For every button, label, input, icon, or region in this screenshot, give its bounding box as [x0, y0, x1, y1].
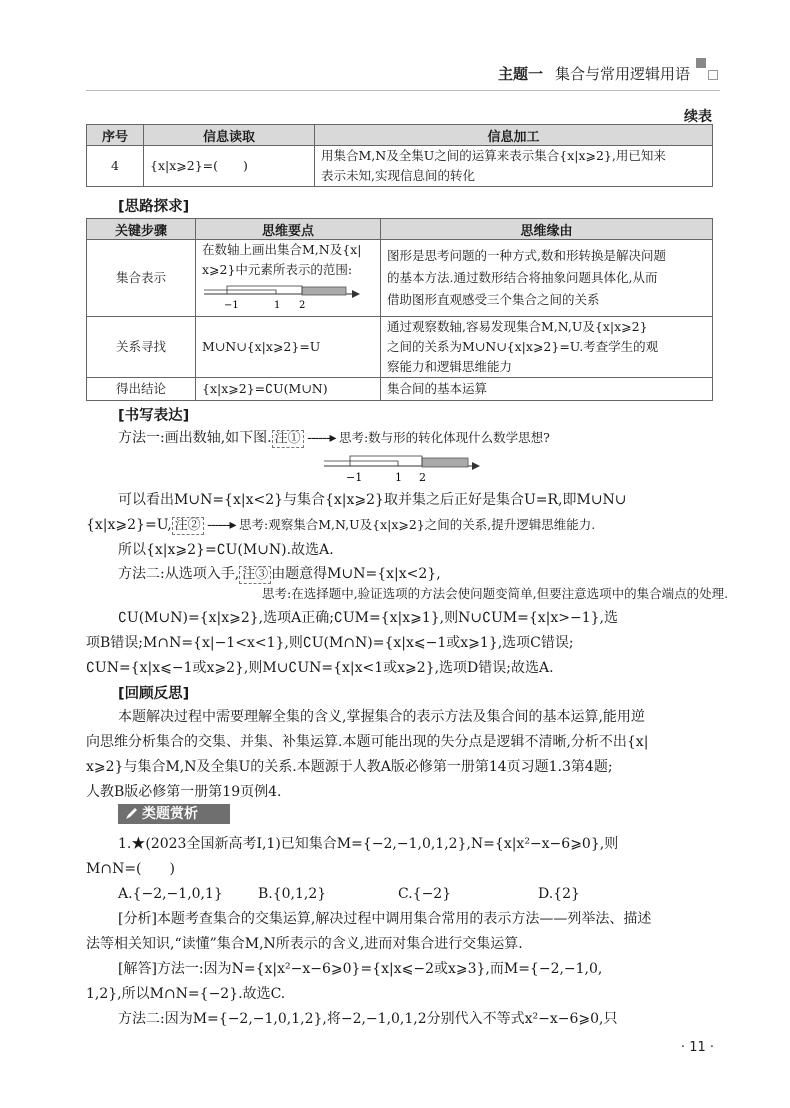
option-b: B.{0,1,2} — [258, 886, 327, 902]
cell-line: x⩾2}中元素所表示的范围: — [202, 262, 353, 277]
method2-line — [118, 564, 441, 584]
analysis-line-1: [分析]本题考查集合的交集运算,解决过程中调用集合常用的表示方法——列举法、描述 — [118, 911, 652, 927]
table-row — [87, 146, 713, 187]
text-span: {x|x⩾2}=U, — [86, 517, 172, 533]
pen-icon — [124, 807, 138, 821]
reason-cell — [381, 317, 713, 378]
note-text: 思考:数与形的转化体现什么数学思想? — [338, 430, 550, 445]
answer-line-3: 方法二:因为M={−2,−1,0,1,2},将−2,−1,0,1,2分别代入不等式x²−x−6⩾0,只 — [118, 1011, 618, 1027]
tick-label: 2 — [419, 471, 426, 484]
running-header — [498, 63, 690, 84]
cell-line: 借助图形直观感受三个集合之间的关系 — [387, 292, 600, 307]
writing-line-4: 所以{x|x⩾2}=∁U(M∪N).故选A. — [118, 542, 334, 558]
continued-label: 续表 — [684, 109, 712, 125]
table-header: 信息加工 — [315, 125, 713, 146]
set-m-bracket — [204, 290, 276, 294]
option-d: D.{2} — [538, 886, 580, 902]
banner-label: 类题赏析 — [142, 806, 198, 822]
writing-line-3: {x|x⩾2}=U, 注② ------▸ 思考:观察集合M,N,U及{x|x⩾2}之间的关系,提升逻辑思维能力. — [86, 517, 596, 533]
tick-label: −1 — [224, 300, 239, 310]
shaded-region — [302, 287, 346, 295]
number-line-diagram-2 — [322, 450, 482, 484]
tick-label: −1 — [346, 471, 363, 484]
review-line-3: x⩾2}与集合M,N及全集U的关系.本题源于人教A版必修第一册第14页习题1.3第4题; — [86, 759, 613, 775]
note-marker: 注③ — [239, 566, 271, 584]
point-cell — [196, 240, 381, 317]
header-topic: 主题一 — [497, 65, 543, 83]
table-header: 关键步骤 — [87, 219, 196, 240]
note-marker: 注① — [272, 430, 304, 448]
review-line-4: 人教B版必修第一册第19页例4. — [86, 784, 282, 800]
row-number: 4 — [87, 146, 144, 187]
thinking-table — [86, 218, 713, 401]
table-header: 思维缘由 — [381, 219, 713, 240]
page-number: · 11 · — [680, 1040, 714, 1055]
text-span: 方法一:画出数轴,如下图. — [118, 430, 272, 446]
section-writing: [书写表达] — [118, 408, 190, 424]
page-number-value: 11 — [689, 1040, 706, 1055]
method1-line: 方法一:画出数轴,如下图. 注① ------▸ 思考:数与形的转化体现什么数学思想? — [118, 430, 550, 446]
note-text: 思考:观察集合M,N,U及{x|x⩾2}之间的关系,提升逻辑思维能力. — [238, 517, 596, 532]
writing-line-6: ∁U(M∪N)={x|x⩾2},选项A正确;∁UM={x|x⩾1},则N∪∁UM={x|x>−1},选 — [118, 610, 618, 626]
table-header: 信息读取 — [144, 125, 315, 146]
table-header: 序号 — [87, 125, 144, 146]
table-header: 思维要点 — [196, 219, 381, 240]
set-m-bracket — [324, 461, 398, 466]
section-similar-banner — [118, 804, 230, 824]
table-row — [87, 240, 713, 317]
analysis-line-2: 法等相关知识,“读懂”集合M,N所表示的含义,进而对集合进行交集运算. — [86, 936, 523, 952]
cell-line: 图形是思考问题的一种方式,数和形转换是解决问题 — [387, 248, 666, 263]
info-process-cell — [315, 146, 713, 187]
cell-line: 用集合M,N及全集U之间的运算来表示集合{x|x⩾2},用已知来 — [321, 148, 666, 163]
reason-cell: 集合间的基本运算 — [381, 378, 713, 401]
option-a: A.{−2,−1,0,1} — [118, 886, 223, 902]
axis-arrow — [352, 290, 360, 298]
answer-line-1: [解答]方法一:因为N={x|x²−x−6⩾0}={x|x⩽−2或x⩾3},而M={−2,−1,0, — [118, 961, 603, 977]
text-span: 由题意得M∪N={x|x<2}, — [271, 566, 441, 582]
header-title: 集合与常用逻辑用语 — [554, 65, 690, 83]
table-row — [87, 378, 713, 401]
point-cell: {x|x⩾2}=∁U(M∪N) — [196, 378, 381, 401]
writing-line-2: 可以看出M∪N={x|x<2}与集合{x|x⩾2}取并集之后正好是集合U=R,即M∪N∪ — [118, 492, 627, 508]
writing-line-7: 项B错误;M∩N={x|−1<x<1},则∁U(M∩N)={x|x⩽−1或x⩾1},选项C错误; — [86, 635, 574, 651]
header-rule — [86, 90, 720, 91]
cell-line: 之间的关系为M∪N∪{x|x⩾2}=U.考查学生的观 — [387, 339, 659, 354]
table-row — [87, 317, 713, 378]
info-table — [86, 124, 713, 187]
problem-line-2: M∩N=( ) — [86, 861, 175, 877]
section-thinking: [思路探求] — [118, 199, 190, 215]
writing-line-8: ∁UN={x|x⩽−1或x⩾2},则M∪∁UN={x|x<1或x⩾2},选项D错误;故选A. — [86, 660, 554, 676]
review-line-1: 本题解决过程中需要理解全集的含义,掌握集合的表示方法及集合间的基本运算,能用逆 — [118, 709, 645, 725]
problem-line-1: 1.★(2023全国新高考Ⅰ,1)已知集合M={−2,−1,0,1,2},N={x|x²−x−6⩾0},则 — [118, 836, 619, 852]
tick-label: 2 — [299, 300, 306, 310]
number-line-diagram — [202, 280, 362, 310]
section-review: [回顾反思] — [118, 686, 190, 702]
tick-label: 1 — [395, 471, 402, 484]
option-c: C.{−2} — [398, 886, 452, 902]
cell-line: 通过观察数轴,容易发现集合M,N,U及{x|x⩾2} — [387, 319, 648, 334]
cell-line: 表示未知,实现信息间的转化 — [321, 168, 475, 183]
text-span: 方法二:从选项入手, — [118, 566, 240, 582]
shaded-region — [422, 458, 468, 467]
reason-cell — [381, 240, 713, 317]
note3-text: 思考:在选择题中,验证选项的方法会使问题变简单,但要注意选项中的集合端点的处理. — [262, 586, 729, 601]
cell-line: 察能力和逻辑思维能力 — [387, 359, 513, 374]
review-line-2: 向思维分析集合的交集、并集、补集运算.本题可能出现的失分点是逻辑不清晰,分析不出{x| — [86, 734, 649, 750]
note-marker: 注② — [172, 517, 204, 535]
step-cell: 集合表示 — [87, 240, 196, 317]
header-decoration-icon — [696, 58, 720, 82]
step-cell: 关系寻找 — [87, 317, 196, 378]
tick-label: 1 — [274, 300, 281, 310]
answer-line-2: 1,2},所以M∩N={−2}.故选C. — [86, 986, 286, 1002]
axis-arrow — [472, 462, 480, 470]
step-cell: 得出结论 — [87, 378, 196, 401]
info-read-cell: {x|x⩾2}=( ) — [144, 146, 315, 187]
point-cell: M∪N∪{x|x⩾2}=U — [196, 317, 381, 378]
cell-line: 在数轴上画出集合M,N及{x| — [202, 242, 362, 257]
cell-line: 的基本方法.通过数形结合将抽象问题具体化,从而 — [387, 270, 658, 285]
